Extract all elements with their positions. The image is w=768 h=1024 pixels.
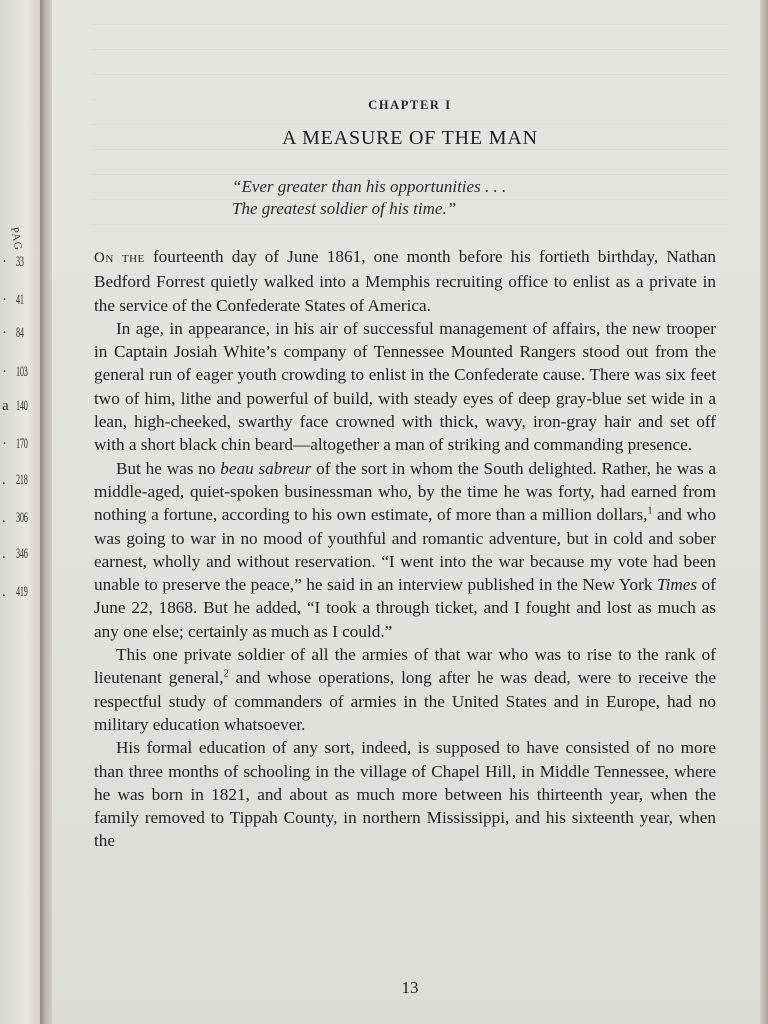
margin-entry: . 218 [2, 472, 28, 488]
chapter-label: CHAPTER I [368, 98, 452, 112]
paragraph-3: But he was no beau sabreur of the sort in whom the South delighted. Rather, he was a middle-aged, quiet-spoken businessman who, by the time he was forty, had earned from nothing a fortune, according to his own estimate, of more than a million dollars,$^1$ and who was going to war in no mood of youthful and romantic adventure, but in cold and sober earnest, wholly and without reservation. “I went into the war because my vote had been unable to preserve the peace,” he said in an interview published in the New York Times of June 22, 1868. But he added, “I took a through ticket, and I fought and lost as much as any one else; certainly as much as I could.” [94, 458, 716, 641]
margin-entry: · 103 [2, 364, 28, 380]
book-page [52, 0, 768, 1024]
margin-entry: · 84 [2, 325, 24, 341]
chapter-title: A MEASURE OF THE MAN [282, 127, 538, 149]
facing-page [0, 0, 44, 1024]
paragraph-5: His formal education of any sort, indeed, is supposed to have consisted of no more than three months of schooling in the village of Chapel Hill, in Middle Tennessee, where he was born in 1821, and about as much more between his thirteenth year, when the family removed to Tippah County, in northern Mississippi, and his sixteenth year, when the [94, 738, 716, 851]
margin-entry: . 419 [2, 584, 28, 600]
paragraph-4: This one private soldier of all the armies of that war who was to rise to the rank of lieutenant general,$^2$ and whose operations, long after he was dead, were to receive the respectful study of commanders of armies in the United States and in Europe, had no military education whatsoever. [94, 645, 716, 734]
footnote-marker: 2 [223, 668, 229, 680]
margin-entry: · 41 [2, 292, 24, 308]
chapter-body [94, 245, 716, 853]
page-edge [760, 0, 768, 1024]
epigraph [232, 176, 632, 220]
margin-entry: · 170 [2, 436, 28, 452]
paragraph-2: In age, in appearance, in his air of successful management of affairs, the new trooper in Captain Josiah White’s company of Tennessee Mounted Rangers stood out from the general run of eager youth crowding to enlist in the Confederate cause. There was six feet two of him, lithe and powerful of build, with steady eyes of deep gray-blue set wide in a lean, high-cheeked, swarthy face crowned with thick, wavy, iron-gray hair and set off with a short black chin beard—altogether a man of striking and commanding presence. [94, 318, 716, 455]
margin-entry: · 33 [2, 254, 24, 270]
margin-entry: . 306 [2, 510, 28, 526]
margin-entry: . 346 [2, 546, 28, 562]
page-number: 13 [401, 978, 419, 997]
footnote-marker: 1 [647, 505, 653, 517]
epigraph-line-2: The greatest soldier of his time.” [232, 199, 457, 218]
opening-words: On the [94, 250, 145, 266]
epigraph-line-1: “Ever greater than his opportunities . . . [232, 177, 507, 196]
margin-header: PAG [8, 226, 25, 252]
margin-entry: a 140 [2, 398, 28, 414]
paragraph-1: On the fourteenth day of June 1861, one month before his fortieth birthday, Nathan Bedford Forrest quietly walked into a Memphis recruiting office to enlist as a private in the service of the Confederate States of America. [94, 247, 716, 315]
